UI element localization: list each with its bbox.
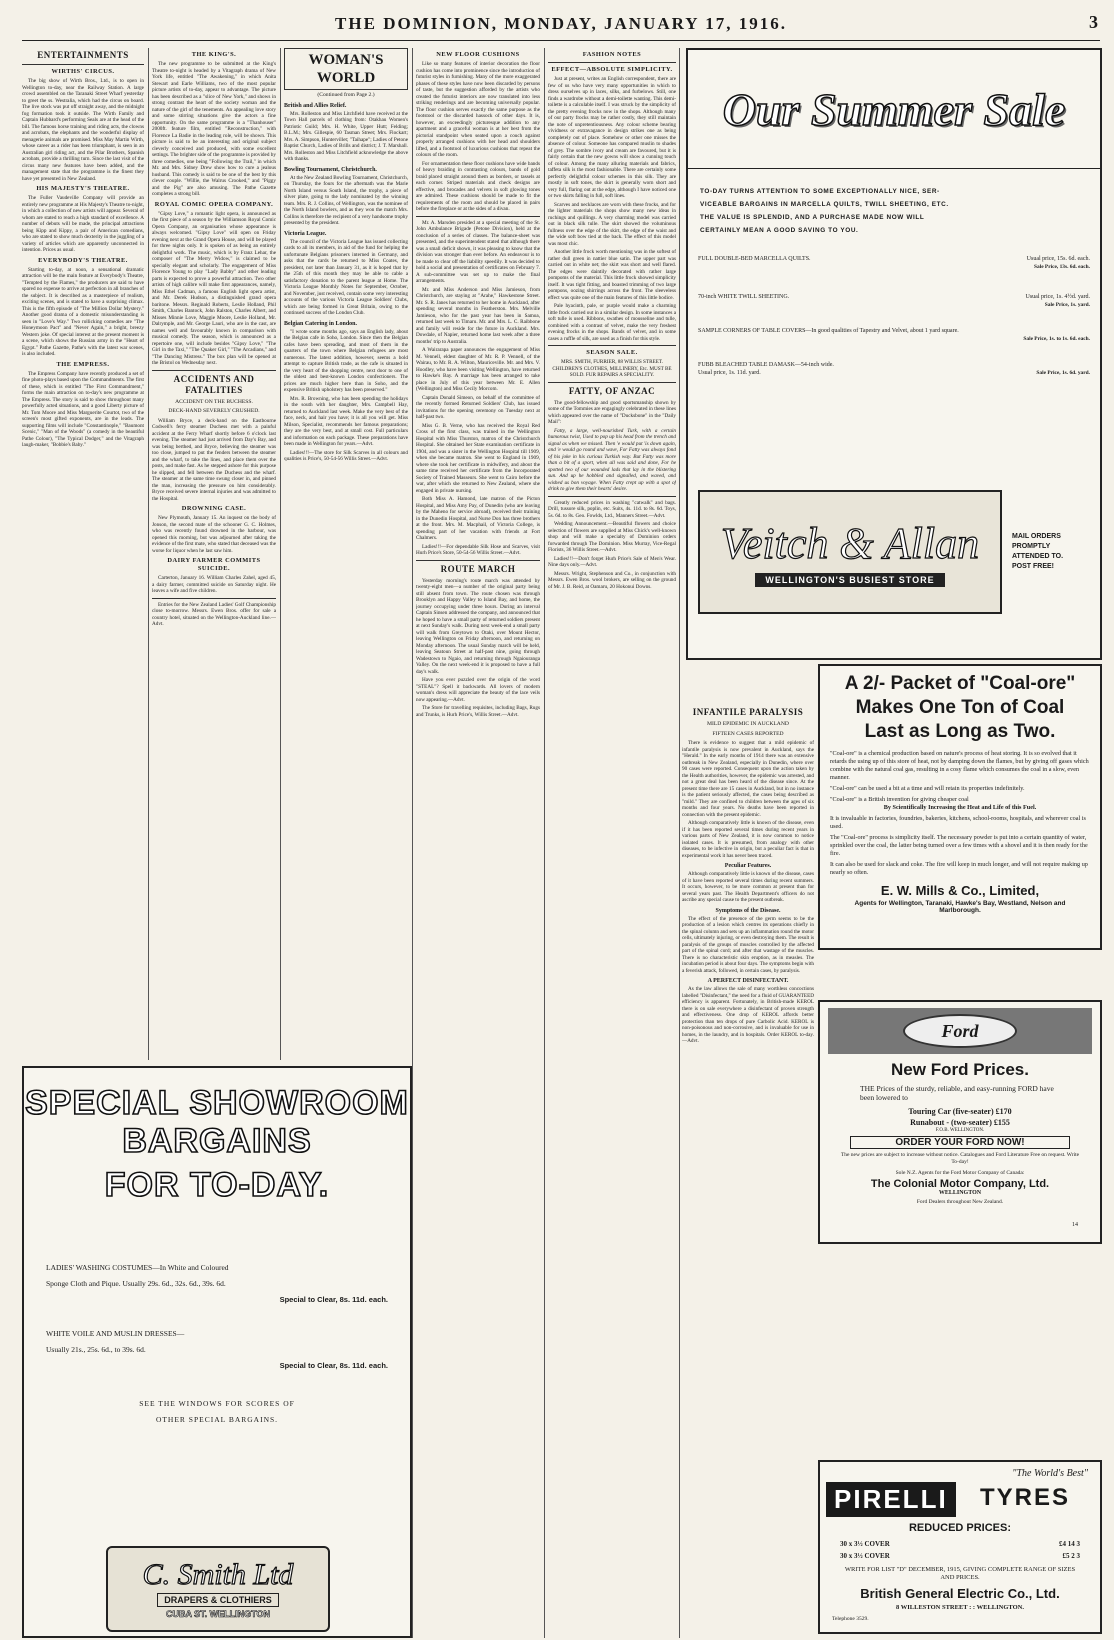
article-body: Pale hyacinth, pale, or purple would make a charming little frock carried out in a similar design. In some instances a soft tulle is used. Ribbons, swathes of mousseline and tulle, combined with a contrast of velvet, make the very freshest evening frocks in the shops. Bands of velvet, and in some cases a ruffle of silk, are used as a finish for this style. <box>548 303 676 342</box>
ad-paragraph: "Coal-ore" is a chemical production based on nature's process of heat storing. It is so evolved that it retards the using up of this store of heat, not by damping down the flames, but by giving off gases which combine with the natural coal gas, resulting in a cosy flame which consumes the coal in a slow, even manner. <box>830 750 1089 781</box>
article-body: The Store for travelling requisites, including Bags, Rugs and Trunks, is Hurh Price's, Willis Street.—Advt. <box>416 705 540 718</box>
article-body: The Empress Company have recently produced a set of fine photo-plays based upon the Commandments. The first of these, which is entitled "The First Commandment," forms the main attraction on to-day's new programme at The Empress. The story is said to show throughout many powerfully acted situations, and a good Liberty picture of Mr. Tom Moore and Miss Marguerite Courtot, two of the screen's most gifted exponents, are in the leads. The supporting films will include "Constantinople," "Baumont Scenic," "Man of the Woods" (a comedy in the beautiful Pathe Colour), "The Typical Dodger," and the Vitagraph laugh-maker, "Bobbie's Baby." <box>22 370 144 448</box>
ford-order-now: ORDER YOUR FORD NOW! <box>850 1136 1070 1149</box>
article-body: Yesterday morning's route march was attended by twenty-eight men—a number of the original party being still absent from town. The route chosen was through Brooklyn and Happy Valley to Island Bay, and home, the journey occupying under three hours. During an interval Captain Sinsen addressed the company, and announced that he hoped to have a small party of returned soldiers present at next Sunday's walk. During next week-end a small party will walk from Greytown to Otaki, over Mount Hector, leaving Wellington on Friday afternoon, and returning on Monday afternoon. The usual Sunday march will be held, leaving Seatoun Street at half-past nine, going through Wadestown to Ngaio, and returning through Ngaiouranga Valley. On the next week-end it is proposed to have a full day's walk. <box>416 577 540 675</box>
article-body: Both Miss A. Hamond, late matron of the Picton Hospital, and Miss Amy Pay, of Dunedin (who are leaving by the Maheno for service abroad), received their training in the Dunedin Hospital, and Nurse Don has three brothers at the front. Mrs. M. Macphail, of Victoria College, is spending part of her vacation with friends at Fort Chalmers. <box>416 496 540 541</box>
article-title: NEW FLOOR CUSHIONS <box>436 51 520 58</box>
article-body: Ladies!!!—The store for Silk Scarves in all colours and qualities is Price's, 50-54-56 Willis Street.—Advt. <box>284 449 408 462</box>
article-title: British and Allies Relief. <box>284 102 347 109</box>
ad-paragraph: It is invaluable in factories, foundries, bakeries, kitchens, school-rooms, hospitals, and wherever coal is used. <box>830 815 1086 830</box>
ford-intro: THE Prices of the sturdy, reliable, and easy-running FORD have been lowered to <box>860 1084 1054 1102</box>
pirelli-price-row <box>840 1552 1080 1560</box>
mail-line: POST FREE! <box>1012 563 1055 570</box>
article-title: Belgian Catering in London. <box>284 320 358 327</box>
subheading: ACCIDENT ON THE BUCHESS. <box>175 398 253 405</box>
article-body: Carterton, January 16. William Charles Zahel, aged 45, a dairy farmer, committed suicide on Saturday night. He leaves a wife and five children. <box>152 575 276 594</box>
intro-line: CERTAINLY MEAN A GOOD SAVING TO YOU. <box>700 227 859 234</box>
ford-city: WELLINGTON <box>938 1190 982 1196</box>
column-floor-cushions <box>416 48 540 1632</box>
article-body: Starting to-day, at noon, a sensational dramatic attraction will be the main feature at Everybody's Theatre, "Tempted by the Flames," the producers are said to have spared no expense to arrive at perfection in all branches of the subject. It is described as a masterpiece of realism, exciting scenes, and is stated to have a surprising climax. This is the fifth episode of "The Million Dollar Mystery." Another good drama of a domestic misunderstanding is seen in "Love's Way." Two rollicking comedies are "The Honeymoon Pact" and "Never Again," a bright, breezy Western joke. Of special interest at the present moment is a scene, which shows the Russian army in the "Heart of Egypt." Pathe Gazette, Pathe's with the latest war scenes, is also included. <box>22 266 144 357</box>
mail-line: ATTENDED TO. <box>1012 553 1064 560</box>
logo-subtitle: WELLINGTON'S BUSIEST STORE <box>755 573 944 587</box>
item-name: SAMPLE CORNERS OF TABLE COVERS—In good qualities of Tapestry and Velvet, about 1 yard square. <box>698 328 959 334</box>
poem: Fatty, a large, well-nourished Turk, with a certain humorous twist, Used to pop up his head from the trench and signal as when we missed. Then 'e would put 'is down again, and 'e would go round and wave, For Fatty was always fond of his joke in his curious Turkish way. But Fatty was more than a bit of a sport, when all was said and done, For he spotted two of our wounded lads that lay in the blistering sun. And up he hobbled and signalled, and waved, and wished us bon voyage. When Fatty crept up with a spot of drink to give them their hearts' desire. <box>548 427 676 492</box>
tyre-price: £4 14 3 <box>1059 1540 1080 1548</box>
veitch-allan-logo <box>698 490 1002 614</box>
article-body: The council of the Victoria League has issued collecting cards to all its members, in aid of the fund for helping the unfortunate Belgians prisoners interned in Germany, and asks that the cards be returned to Miss Coates, the president, not later than January 31, as it is hoped that by the 25th of this month they may be able to cable a satisfactory donation to the parent league at Home. The Victoria League Monthly Notes for September, October, and November, just received, contain some very interesting accounts of the various Victoria League Soldiers' Clubs, which are being formed in Great Britain, owing to the continued success of the London Club. <box>284 238 408 316</box>
article-body: The good-fellowship and good sportsmanship shown by some of the Tommies are engagingly celebrated in these lines which appeared over the name of "Ducksbone" in the "Daily Mail": <box>548 399 676 425</box>
article-body: Scarves and necklaces are worn with these frocks, and for the lighter materials the shops show many new ideas in ruchings and quillings. A very charming model was carried out in black silk tulle. The skirt showed the voluminous fullness over the edge of the skirt, the edge of the waist and the wide soft bow tied at the back. The effect of this model was most chic. <box>548 201 676 247</box>
article-body: Another little frock worth mentioning was in the softest of rather dull green in nattier blue satin. The upper part was carried out in white net; the skirt was short and well flared. The edges were daintily decorated with rather large pompoms of the material. This little frock showed simplicity itself. It was tight fitting, and boasted trimming of two large pompons, oozing shirrings across the front. The sleeveless effect was quite one of the main features of this little bodice. <box>548 249 676 301</box>
smith-logo-city: CUBA ST. WELLINGTON <box>166 1609 270 1619</box>
headline-line: Makes One Ton of Coal <box>855 697 1065 718</box>
column-infantile-paralysis <box>682 705 814 1632</box>
article-body: Miss G. B. Verne, who has received the Royal Red Cross of the first class, was trained in the Wellington Hospital with Miss Thurston, matron of the Christchurch Hospital. She obtained her State examination certificate in 1904, and was a sister in the Wellington Hospital till 1909, when she became matron. She went to England in 1909, where she took her certificate in midwifery, and about the same time received her certificate from the Incorporated Society of Trained Masseurs. She went to Cairo before the war, after which she returned to New Zealand, where she engaged in private nursing. <box>416 422 540 494</box>
article-body: Mr. and Miss Anderson and Miss Jamieson, from Christchurch, are staying at "Arahe," Hawkestone Street. Mr. S. R. Janes has returned to her home in Auckland, after spending several months in Featherston. Mrs. Melville Jamieson, who for the past year has been in Samoa, returned last week to Timaru. Mr. and Mrs. L. C. Raibbone and family will reside for the future in Auckland. Mrs. Dowdale, of Napier, returned home last week after a three months' trip to Australia. <box>416 286 540 345</box>
mail-orders-note <box>1012 532 1063 572</box>
item-usual: Usual price, 15s. 6d. each. <box>1026 256 1090 262</box>
ford-price-runabout: Runabout - (two-seater) £155 <box>910 1118 1010 1127</box>
article-title: A PERFECT DISINFECTANT. <box>707 978 789 984</box>
article-body: Although comparatively little is known of the disease, cases of it have been reported several times during recent summers. It occurs, however, to be more common at present than for several years past. The Health Department's officers do not ascribe any special cause to the present outbreak. <box>682 871 814 903</box>
pirelli-brand: PIRELLI <box>826 1482 956 1517</box>
article-title: EFFECT—ABSOLUTE SIMPLICITY. <box>551 66 673 73</box>
item-name: 70-inch WHITE TWILL SHEETING. <box>698 294 790 300</box>
article-body: Like so many features of interior decoration the floor cushion has come into prominence since the introduction of futurist styles in furnishing. Many of the more exaggerated phases of these styles have now been discarded by persons of taste, but the suggestion afforded by the artists who created the futurist interiors are now translated into less striking renderings and are becoming universally popular. The floor cushion serves exactly the same purpose as the footstool or the discarded hassock of other days. It is, however, an exceedingly picturesque addition to any apartment and a graceful woman is at her best from the pictorial standpoint when seated upon a couch against properly arranged cushions with her head and shoulders lifted, and a footstool of luxurious cushions that repeat the colours of the room. <box>416 61 540 158</box>
headline-line: Last as Long as Two. <box>864 721 1056 742</box>
showroom-headline-1: SPECIAL SHOWROOM BARGAINS <box>25 1084 409 1160</box>
sale-item <box>688 255 1100 271</box>
section-heading: ROUTE MARCH <box>440 563 516 574</box>
column-womans-world <box>284 48 408 1056</box>
article-body: Ladies!!!—Don't forget Hurh Price's Sale of Men's Wear. Nine days only.—Advt. <box>548 555 676 568</box>
column-fashion-notes <box>548 48 676 1632</box>
ad-paragraph: "Coal-ore" is a British invention for giving cheaper coal <box>830 796 969 803</box>
section-heading: FASHION NOTES <box>582 51 642 58</box>
tyre-size: 30 x 3½ COVER <box>840 1540 890 1548</box>
article-title: DAIRY FARMER COMMITS SUICIDE. <box>167 557 261 572</box>
item-name: FUBB BLEACHED TABLE DAMASK—54-inch wide. <box>698 362 834 368</box>
pirelli-address: 8 WILLESTON STREET : : WELLINGTON. <box>895 1604 1024 1611</box>
ad-paragraph-bold: By Scientifically Increasing the Heat and Life of this Fuel. <box>883 804 1037 811</box>
showroom-item: LADIES' WASHING COSTUMES—In White and Coloured <box>46 1263 229 1272</box>
article-title: THE KING'S. <box>191 51 237 58</box>
article-body: Greatly reduced prices in washing "catwalk" and bags. Drill, tussore silk, poplin, etc. Suits, 4s. 11d. to 8s. 6d. Toys, 5s. 6d. to 8s. Geo. Fowlds, Ltd., Manners Street.—Advt. <box>548 499 676 519</box>
article-body: Messrs. Wright, Stephenson and Co., in conjunction with Messrs. Ewen Bros. wool brokers, are selling on the ground of Mr. J. B. Reid, at Oamaru, 20 Hokonui Downs. <box>548 570 676 590</box>
article-body: The big show of Wirth Bros., Ltd., is to open in Wellington to-day, near the Railway Station. A large crowd assembled on the Taranaki Street Wharf yesterday to greet the ss. Westralia, which had the circus on board. The live stock was put off straight away, and the midnight fog formation took it outside. The Wirth Family and Captain Hubbard's performing Seals are at the head of the bill. The famous horse training and riding acts, the clowns and acrobats, the elephants and the wonderful display of menagerie animals are promised. Miss May Martin Wirth, whose career as a rider has been triumphant, is seen in an Australian girl riding act, and the Pilar Brothers, Spanish acrobats, provide a thrilling turn. Since the last visit of the circus many new features have been added, and the management state that the programme is the finest they have yet presented in New Zealand. <box>22 78 144 182</box>
showroom-ad <box>22 1066 412 1638</box>
ford-agent-line: Sole N.Z. Agents for the Ford Motor Company of Canada: <box>895 1170 1025 1176</box>
ad-paragraph: "Coal-ore" can be used a bit at a time and will retain its properties indefinitely. <box>830 785 1025 792</box>
article-title: EVERYBODY'S THEATRE. <box>38 256 128 264</box>
section-heading: ACCIDENTS AND FATALITIES <box>173 373 255 395</box>
article-title: Victoria League. <box>284 230 327 237</box>
column-kings <box>152 48 276 1056</box>
article-body: For ornamentation these floor cushions have wide bands of heavy braiding in contrasting colours, bands of gold braid placed straight around them as borders, or tassels at each corner. Striped materials and check designs are effective, and brocades and velvets in soft glowing tones are admired. These cushions should be made to fit the requirements of the room and should be placed in pairs before the fireplace or at the sides of a divan. <box>416 160 540 212</box>
section-heading: WOMAN'S WORLD <box>308 52 384 86</box>
article-body: Mr. A. Marsden presided at a special meeting of the St. John Ambulance Brigade (Petone Division), held at the conclusion of a series of classes. The balance-sheet was presented, and the superintendent stated that although there was a small deficit shown, it was pleasing to know that the division was stronger than ever before. An endeavour is to be made to clear off the liability speedily. It was decided to hold a social and presentation of certificates on February 7. A sub-committee was set up to make the final arrangements. <box>416 219 540 284</box>
pirelli-tagline: "The World's Best" <box>1012 1468 1088 1479</box>
article-title: WIRTHS' CIRCUS. <box>51 68 115 75</box>
article-body: New Plymouth, January 15. An inquest on the body of Jonson, the second mate of the schooner G. C. Holmes, who was recently found drowned in the harbour, was opened this morning, but was adjourned after taking the evidence of the first mate, who stated that deceased was the worse for liquor when he last saw him. <box>152 515 276 554</box>
ford-dealers: Ford Dealers throughout New Zealand. <box>916 1199 1004 1205</box>
article-body: Captain Donald Simeon, on behalf of the committee of the recently formed Returned Soldiers' Club, has issued invitations for the opening ceremony on Tuesday next at half-past two. <box>416 394 540 420</box>
intro-line: TO-DAY TURNS ATTENTION TO SOME EXCEPTIONALLY NICE, SER- <box>700 188 940 195</box>
classified-title: SEASON SALE. <box>586 349 638 356</box>
article-body: Entries for the New Zealand Ladies' Golf Championship close to-morrow. Messrs. Ewen Bros. offer for sale a country hotel, situated on the Wellington-Auckland line.—Advt. <box>152 601 276 627</box>
showroom-items <box>46 1260 388 1428</box>
article-body: Wedding Announcement.—Beautiful flowers and choice selection of flowers are supplied at Miss Chick's well-known shop and will make a specialty of Dominion orders forwarded through The Dominion. Miss Murray, Vice-Regal Florists, 36 Willis Street.—Advt. <box>548 521 676 553</box>
tyre-size: 30 x 3½ COVER <box>840 1552 890 1560</box>
pirelli-phone: Telephone 3529. <box>832 1616 869 1622</box>
headline-line: A 2/- Packet of "Coal-ore" <box>844 673 1076 694</box>
pirelli-company: British General Electric Co., Ltd. <box>860 1586 1060 1601</box>
article-body: A Wairarapa paper announces the engagement of Miss M. Vennell, eldest daughter of Mr. R. P. Vennell, of the Wairau, to Mr. R. A. Wilton, Mauriceville. Mr. and Mrs. V. Hoodley, who have been visiting Wellington, have returned to Hawke's Bay. A marriage has been arranged to take place in July of this year between Mr. E. Allen (Wellington) and Miss Cecily Morcom. <box>416 347 540 392</box>
article-body: Although comparatively little is known of the disease, even if it has been reported several times during recent years in various parts of New Zealand, it is now common to notice isolated cases. It is presumed, from analogy with other diseases, to be infective in origin, but a peculiar fact is that in experimental work it has never been traced. <box>682 820 814 859</box>
article-body: The Fuller Vaudeville Company will provide an entirely new programme at His Majesty's Theatre to-night, in which a collection of new artists will appear. Several of whom are stated to reach a high standard of excellence. A number of debuts will be made, the principal attractions being Kipp and Kippy, a pair of American comedians, who are stated to show much dexterity in the juggling of a variety of articles which are apparently unconnected in intention. Prices as usual. <box>22 195 144 253</box>
article-body: Just at present, writes an English correspondent, there are few of us who have very many opportunities in which to dress ourselves up in laces, silks, and furbelows. Still, one finds a wardrobe without a demi-toilette wanting. This demi-toilette is a calculable itself. I was struck by the simplicity of the pretty evening frocks now in the shops. Although many of our party frocks may be rather costly, they still maintain the note of unpretentiousness. Any colour scheme bearing vividness or extravagance in design strikes one as being completely out of place. Somehow or other one misses the absence of colour. Someone has compared muslin to shades of grey. The sombre ivory and cream are favoured, but it is fairly certain that the new gowns will show a cunning touch of colour. Among the many alluring materials and fabrics, taffeta silk is the most fashionable. There are certainly some perfectly delightful colour schemes in this silk. They are mostly in soft tones, the skirt is generally worn short and very full, flaring out at the edge, although I have noticed one or two skirts falling in full, soft lines. <box>548 76 676 199</box>
showroom-see-windows-2: OTHER SPECIAL BARGAINS. <box>155 1415 279 1424</box>
subheading: MILD EPIDEMIC IN AUCKLAND <box>707 721 789 727</box>
showroom-item-price: Special to Clear, 8s. 11d. each. <box>279 1295 388 1304</box>
sale-item <box>688 293 1100 309</box>
ford-banner <box>828 1008 1092 1054</box>
article-body: The effect of the presence of the germ seems to be the production of a lesion which centres its operations chiefly in the spinal column and sets up an inflammation round the motor cells, ultimately injuring, or even destroying them. The result is paralysis of the groups of muscles controlled by the affected part of the spinal cord; and after that wastage of the muscles. There is no characteristic skin eruption, as in measles. The incubation period is about four days. The symptoms begin with a feverish attack, followed, in certain cases, by paralysis. <box>682 915 814 974</box>
pirelli-ad <box>818 1460 1102 1634</box>
showroom-item-price: Special to Clear, 8s. 11d. each. <box>279 1361 388 1370</box>
ford-logo: Ford <box>903 1014 1017 1048</box>
ford-note: The new prices are subject to increase without notice. Catalogues and Ford Literature Free on request. Write To-day! <box>840 1152 1080 1165</box>
intro-line: VICEABLE BARGAINS IN MARCELLA QUILTS, TWILL SHEETING, ETC. <box>700 201 949 208</box>
pirelli-tyres: TYRES <box>980 1484 1071 1511</box>
article-body: "Gipsy Love," a romantic light opera, is announced as the first piece of a season by the Williamson Royal Comic Opera Company, an organisation whose appearance is always welcomed. "Gipsy Love" will open on Friday evening next at the Grand Opera House, and will be played for three nights only. It is spoken of as being an entirely delightful work. The music, which is by Franz Lehar, the composer of "The Merry Widow," is claimed to be specially elegant and scholarly. The engagement of Miss Florence Young to play "Lady Babby" and other leading parts is expected to prove a powerful attraction. Two other artists of high calibre will make first appearances, namely, Miss Ethel Cadman, a famous English light opera artist, and Mr. Derek Hudson, a distinguished grand opera baritone. Messrs. Reginald Roberts, Leslie Holland, Phil Smith, Charles Bantock, John Ralston, Charles Albert, and Misses Minnie Love, Maggie Moore, Leslie Holland, Mr. Dalrymple, and Mr. George Lauri, who are in the cast, are names well and favourably known in comparison with musical comedy. The season, which is announced as a repertoire one, will include besides "Gipsy Love," "The Girl in the Taxi," "The Quaker Girl," "The Arcadians," and "The Dancing Mistress." The box plan will be opened at the Bristol on Wednesday next. <box>152 210 276 366</box>
mail-line: MAIL ORDERS <box>1012 533 1061 540</box>
ford-ad <box>818 1000 1102 1244</box>
section-heading: FATTY, OF ANZAC <box>568 385 656 396</box>
summer-sale-ad <box>686 48 1102 660</box>
subheading: DECK-HAND SEVERELY CRUSHED. <box>168 408 260 414</box>
item-sale: Sale Price, 1s. 6d. yard. <box>1036 370 1090 376</box>
item-name: FULL DOUBLE-BED MARCELLA QUILTS. <box>698 256 811 262</box>
pirelli-price-row <box>840 1540 1080 1548</box>
summer-sale-title: Our Summer Sale <box>722 83 1066 135</box>
masthead <box>22 10 1100 41</box>
ad-number: 14 <box>1072 1222 1078 1228</box>
continued-note: (Continued from Page 2.) <box>317 92 375 98</box>
column-entertainments <box>22 48 144 1056</box>
agent-name: E. W. Mills & Co., Limited, <box>880 883 1040 898</box>
pirelli-write: WRITE FOR LIST "D" DECEMBER, 1915, GIVING COMPLETE RANGE OF SIZES AND PRICES. <box>844 1566 1076 1581</box>
showroom-item-detail: Usually 21s., 25s. 6d., to 39s. 6d. <box>46 1345 146 1354</box>
logo-text: Veitch & Allan <box>720 518 980 568</box>
section-heading: INFANTILE PARALYSIS <box>692 707 804 717</box>
item-usual: Usual price, 1s. 11d. yard. <box>698 370 761 376</box>
showroom-see-windows: SEE THE WINDOWS FOR SCORES OF <box>139 1399 295 1408</box>
tyre-price: £5 2 3 <box>1062 1552 1080 1560</box>
item-sale: Sale Price, 1s. to 1s. 6d. each. <box>1023 336 1090 342</box>
ford-fob: F.O.B. WELLINGTON. <box>935 1128 985 1133</box>
article-body: At the New Zealand Bowling Tournament, Christchurch, on Thursday, the fours for the aftermath was the Marie North Island versus South Island, the trophy, a piece of silver plate, going to the lady nominated by the winning team. Mrs. R. J. Collins, of Wellington, was the nominee of the North Island bowlers, and as they won the match Mrs. Collins is therefore the recipient of a very handsome trophy presented by the president. <box>284 174 408 226</box>
article-body: Have you ever puzzled over the origin of the word "STEAL"? Spell it backwards. All lovers of modern woman's dress will appreciate the beauty of the lace veils now appearing.—Advt. <box>416 677 540 703</box>
article-body: Ladies!!!—For dependable Silk Hose and Scarves, visit Hurh Price's Store, 50-54-56 Willis Street.—Advt. <box>416 543 540 556</box>
showroom-headline-2: FOR TO-DAY. <box>104 1166 330 1204</box>
section-heading: ENTERTAINMENTS <box>37 50 129 60</box>
article-body: "I wrote some months ago, says an English lady, about the Belgian cafe in Soho, London. Since then the Belgian cafes have been spreading, and most of them in the quarters of the town where Belgian refugees are most numerous. The latest addition, however, seems a bold attempt to capture British trade, as the cafe is situated in the very heart of the shopping centre, next door to one of the oldest and best-known London confectioners. The prices are much higher here than in Soho, and the expensive British upholstery has been preserved." <box>284 328 408 393</box>
coal-ore-ad <box>818 664 1102 950</box>
sale-item <box>688 361 1100 377</box>
ford-title: New Ford Prices. <box>891 1060 1029 1079</box>
article-body: Mrs. Rolleston and Miss Litchfield have received at the Town Hall parcels of clothing from: Otakhau Women's Patriotic Guild; Mrs. H. White, Upper Hutt; Felding; B.L.M.; Mrs. Gillespie, 60 Tasman Street; Mrs. Flockart; Mrs. A. Simpson, Huntervillet; "Taihape"; Ladies of Petone Baptist Church, Ladies of Brills and district; J. T. Marshall. Mrs. Rolleston and Miss Litchfield acknowledge the above with thanks. <box>284 110 408 162</box>
ad-paragraph: It can also be used for slack and coke. The fire will keep in much longer, and will not require making up nearly so often. <box>830 861 1088 876</box>
coal-ore-headline <box>820 672 1100 744</box>
item-sale: Sale Price, 1s. yard. <box>1044 302 1090 308</box>
subheading: FIFTEEN CASES REPORTED <box>712 730 784 737</box>
article-title: Bowling Tournament, Christchurch. <box>284 166 377 173</box>
showroom-item-detail: Sponge Cloth and Pique. Usually 29s. 6d., 32s. 6d., 39s. 6d. <box>46 1279 226 1288</box>
sale-item <box>688 327 1100 343</box>
summer-sale-intro <box>700 185 1088 237</box>
ford-company: The Colonial Motor Company, Ltd. <box>870 1178 1050 1190</box>
article-body: The new programme to be submitted at the King's Theatre to-night is headed by a Vitagraph drama of New York life, entitled "The Awakening," in which Anita Stewart and Earle Williams, two of the most popular picture artists of to-day, appear to advantage. The picture has been described as a "slice of New York," and shows in strong contrast the heart of the society woman and the nature of the girl of the tenements. An appealing love story and some stirring situations give the actors a fine opportunity. On the same programme is a "Thanhouser" 2000ft. feature film, entitled "Reconstruction," with Florence La Badie in the leading role, will be shown. This picture is said to be an interesting and original subject cleverly conceived and produced, with some excellent settings. The brighter side of the programme is provided by three comedies, one being "Following the Trail," in which Mr. and Mrs. Sidney Drew show how to cure a jealous husband. This comedy is said to be one of the best by this clever couple. "Willie, the Walrus Crooked," and "Piggy and the Pig" are also amusing. The Pathe Gazette completes a strong bill. <box>152 61 276 197</box>
item-sale: Sale Price, 13s. 6d. each. <box>1034 264 1090 270</box>
ad-paragraph: The "Coal-ore" process is simplicity itself. The necessary powder is put into a certain quantity of water, sprinkled over the coal, the latter being turned over a few times with a shovel and it is then ready for the fire. <box>830 834 1088 857</box>
masthead-title: THE DOMINION, MONDAY, JANUARY 17, 1916. <box>335 14 787 33</box>
article-title: DROWNING CASE. <box>181 505 247 512</box>
article-title: ROYAL COMIC OPERA COMPANY. <box>154 200 274 208</box>
article-body: William Bryce, a deck-hand on the Eastbourne Codwell's ferry steamer Duchess met with a painful accident at the Ferry Wharf shortly before 6 o'clock last evening. The steamer had just arrived from Day's Bay, and was being berthed, and Bryce, believing the steamer was too close, jumped to put the fenders between the steamer and the wharf, to take the lines, and place them over the posts, and make fast. As he stepped ashore for this purpose he slipped, and fell between the Duchess and the wharf. The steamer at the same time swung closer in, and pinned the man, increasing the pressure on him considerably. Bryce received severe internal injuries and was admitted to the Hospital. <box>152 417 276 502</box>
smith-logo <box>106 1546 330 1632</box>
article-body: As the law allows the sale of many worthless concoctions labelled "Disinfectant," the need for a fluid of GUARANTEED efficiency is apparent. Fortunately, in British-made KEROL there is on sale everywhere a disinfectant of proven strength and effectiveness. One drop of KEROL affords better protection than ten drops of pure Carbolic Acid. KEROL is non-poisonous and non-corrosive, and is invaluable for use in homes, in the laundry, and in hospitals. Order KEROL to-day.—Advt. <box>682 986 814 1044</box>
article-title: HIS MAJESTY'S THEATRE. <box>36 185 130 192</box>
article-title: Symptoms of the Disease. <box>715 907 781 914</box>
page-number: 3 <box>1089 12 1098 32</box>
pirelli-reduced: REDUCED PRICES: <box>908 1522 1012 1534</box>
ford-price-touring: Touring Car (five-seater) £170 <box>908 1107 1012 1116</box>
agent-territory: Agents for Wellington, Taranaki, Hawke's Bay, Westland, Nelson and Marlborough. <box>854 900 1066 914</box>
article-title: THE EMPRESS. <box>56 360 110 368</box>
article-title: Peculiar Features. <box>724 863 772 869</box>
mail-line: PROMPTLY <box>1012 543 1051 550</box>
item-usual: Usual price, 1s. 4½d. yard. <box>1025 294 1090 300</box>
showroom-item: WHITE VOILE AND MUSLIN DRESSES— <box>46 1329 185 1338</box>
article-body: Mrs. R. Browning, who has been spending the holidays in the south with her daughter, Mrs. Campbell Hay, returned to Auckland last week. Make the very best of the face, neck, and hair you have; it is all you will get. Miss Milson, Specialist, recommends her famous preparations; they are the very best, and at small cost. Full particulars and information on each package. These preparations have been made in Wellington for years.—Advt. <box>284 395 408 447</box>
classified-body: MRS. SMITH, FURRIER, 88 WILLIS STREET. CHILDREN'S CLOTHES, MILLINERY, Etc. MUST BE SOLD. FUR REPAIRS A SPECIALITY. <box>552 359 672 378</box>
article-body: There is evidence to suggest that a mild epidemic of infantile paralysis is now prevalent in Auckland, says the "Herald." In the early months of 1914 there was an extensive outbreak in New Zealand, especially in Dunedin, where over 90 cases were reported. Consequent upon the action taken by the Health authorities, however, the epidemic was arrested, and not a great deal has been heard of the disease since. At the present time there are 15 cases in Auckland, but in no instance is the patient seriously affected, the cases being described as "mild." They are confined to children between the ages of six months and four years. No deaths have been reported in connection with the present epidemic. <box>682 740 814 818</box>
smith-logo-text: C. Smith Ltd <box>142 1558 294 1591</box>
intro-line: THE VALUE IS SPLENDID, AND A PURCHASE MADE NOW WILL <box>700 214 925 221</box>
smith-logo-sub: DRAPERS & CLOTHIERS <box>157 1593 279 1607</box>
womans-world-banner <box>284 48 408 90</box>
